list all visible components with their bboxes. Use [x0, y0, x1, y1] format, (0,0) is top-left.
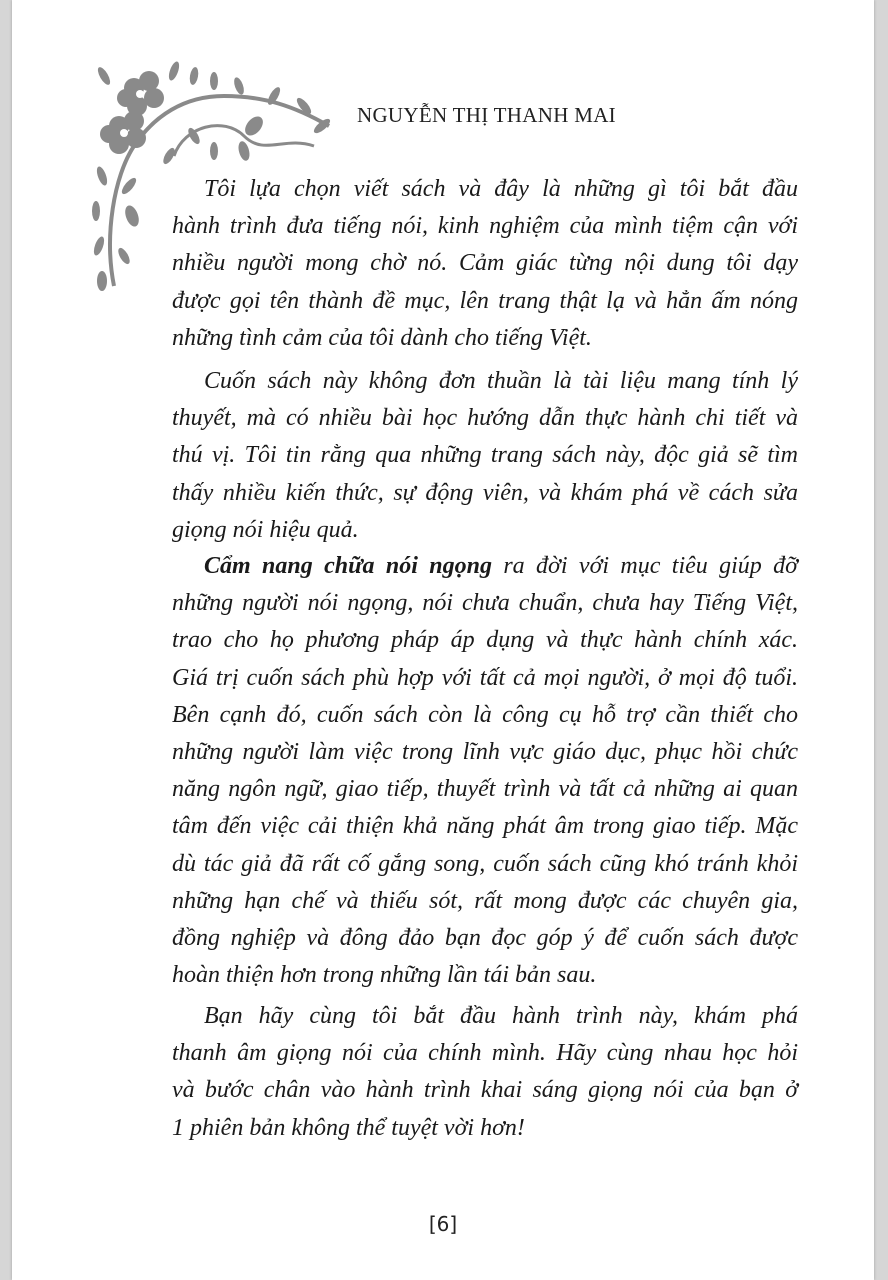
text-line: được gọi tên thành đề mục, lên trang thật lạ và hẳn ấm nóng: [172, 287, 798, 314]
text-line: Bên cạnh đó, cuốn sách còn là công cụ hỗ trợ cần thiết cho: [172, 701, 798, 728]
text-line: 1 phiên bản không thể tuyệt vời hơn!: [172, 1114, 525, 1141]
paragraph-2: [172, 363, 798, 549]
text-line: đồng nghiệp và đông đảo bạn đọc góp ý để cuốn sách được: [172, 924, 798, 951]
text-fragment: ra đời với mục tiêu giúp đỡ: [491, 553, 798, 579]
text-line: thú vị. Tôi tin rằng qua những trang sách này, độc giả sẽ tìm: [172, 442, 798, 469]
text-line: những người làm việc trong lĩnh vực giáo dục, phục hồi chức: [172, 738, 798, 765]
text-line: dù tác giả đã rất cố gắng song, cuốn sách cũng khó tránh khỏi: [172, 850, 798, 877]
text-line: thấy nhiều kiến thức, sự động viên, và khám phá về cách sửa: [172, 479, 798, 506]
text-line: Bạn hãy cùng tôi bắt đầu hành trình này, khám phá: [204, 1003, 798, 1029]
text-line: thuyết, mà có nhiều bài học hướng dẫn thực hành chi tiết và: [172, 405, 798, 432]
text-line: nhiều người mong chờ nó. Cảm giác từng nội dung tôi dạy: [172, 250, 798, 277]
text-line: những người nói ngọng, nói chưa chuẩn, chưa hay Tiếng Việt,: [172, 590, 798, 617]
text-line: Giá trị cuốn sách phù hợp với tất cả mọi người, ở mọi độ tuổi.: [172, 664, 798, 691]
text-line: tâm đến việc cải thiện khả năng phát âm trong giao tiếp. Mặc: [172, 813, 798, 840]
paragraph-1: [172, 171, 798, 357]
text-line: Cuốn sách này không đơn thuần là tài liệu mang tính lý: [204, 368, 798, 394]
text-line: Tôi lựa chọn viết sách và đây là những gì tôi bắt đầu: [204, 176, 798, 202]
text-line: năng ngôn ngữ, giao tiếp, thuyết trình và tất cả những ai quan: [172, 776, 798, 803]
book-page: [12, 0, 874, 1280]
page-number: [6]: [428, 1212, 458, 1236]
text-line: và bước chân vào hành trình khai sáng giọng nói của bạn ở: [172, 1077, 798, 1104]
text-line: hành trình đưa tiếng nói, kinh nghiệm của mình tiệm cận với: [172, 213, 798, 240]
text-line: thanh âm giọng nói của chính mình. Hãy cùng nhau học hỏi: [172, 1040, 798, 1067]
running-header-author: NGUYỄN THỊ THANH MAI: [357, 103, 616, 127]
paragraph-3: [172, 548, 798, 994]
book-title-bold: Cẩm nang chữa nói ngọng: [204, 553, 492, 579]
text-line: [172, 548, 798, 585]
text-line: những tình cảm của tôi dành cho tiếng Việt.: [172, 324, 592, 351]
text-line: những hạn chế và thiếu sót, rất mong được các chuyên gia,: [172, 887, 798, 914]
text-line: hoàn thiện hơn trong những lần tái bản sau.: [172, 962, 597, 989]
text-line: giọng nói hiệu quả.: [172, 516, 359, 543]
paragraph-4: [172, 998, 798, 1147]
text-line: trao cho họ phương pháp áp dụng và thực hành chính xác.: [172, 627, 798, 654]
